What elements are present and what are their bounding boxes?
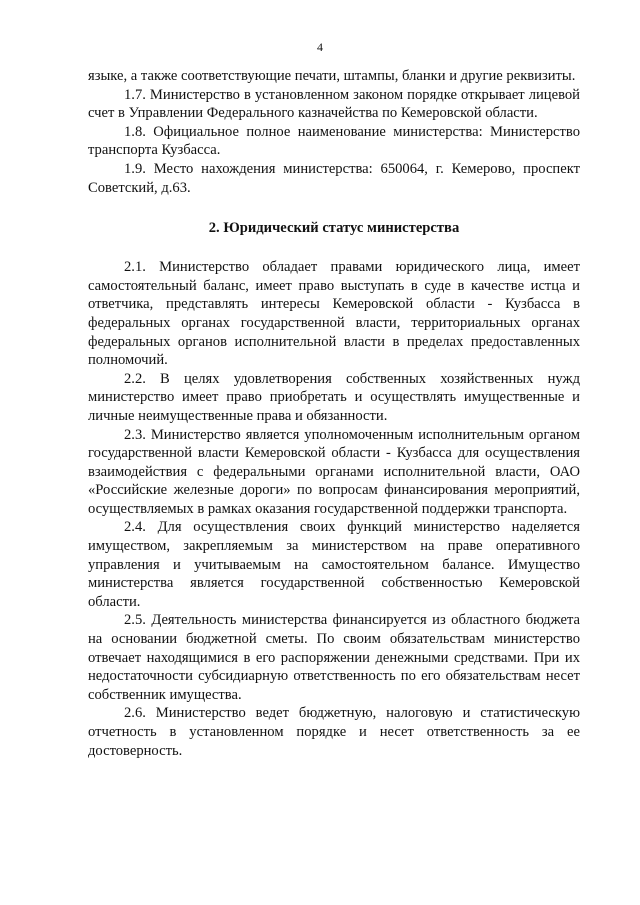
continuation-paragraph: языке, а также соответствующие печати, штампы, бланки и другие реквизиты. bbox=[88, 68, 576, 84]
section-heading: 2. Юридический статус министерства bbox=[208, 220, 460, 237]
paragraph-2-3: 2.3. Министерство является уполномоченным исполнительным органом государственной власти Кемеровской области - Кузбасса для осуществления взаимодействия с федеральными органами исполнительной власти, ОАО «Российские железные дороги» по вопросам финансирования мероприятий, осуществляемых в рамках оказания государственной поддержки транспорта. bbox=[88, 426, 580, 517]
document-body bbox=[88, 67, 580, 760]
paragraph-2-2: 2.2. В целях удовлетворения собственных хозяйственных нужд министерство имеет право приобретать и осуществлять имущественные и личные неимущественные права и обязанности. bbox=[88, 370, 580, 424]
paragraph-1-7: 1.7. Министерство в установленном законом порядке открывает лицевой счет в Управлении Федерального казначейства по Кемеровской области. bbox=[88, 86, 580, 122]
page-number: 4 bbox=[317, 40, 323, 54]
paragraph-2-6: 2.6. Министерство ведет бюджетную, налоговую и статистическую отчетность в установленном порядке и несет ответственность за ее достоверность. bbox=[88, 705, 580, 759]
paragraph-2-1: 2.1. Министерство обладает правами юридического лица, имеет самостоятельный баланс, имеет право выступать в суде в качестве истца и ответчика, представлять интересы Кемеровской области - Кузбасса в федеральных органах государственной власти, территориальных органах федеральных органов исполнительной власти в пределах предоставленных полномочий. bbox=[88, 259, 580, 369]
paragraph-2-5: 2.5. Деятельность министерства финансируется из областного бюджета на основании бюджетной сметы. По своим обязательствам министерство отвечает находящимися в его распоряжении денежными средствами. При их недостаточности субсидиарную ответственность по его обязательствам несет собственник имущества. bbox=[88, 612, 580, 703]
paragraph-1-9: 1.9. Место нахождения министерства: 650064, г. Кемерово, проспект Советский, д.63. bbox=[88, 160, 580, 196]
paragraph-2-4: 2.4. Для осуществления своих функций министерство наделяется имуществом, закрепляемым за министерством на праве оперативного управления и учитываемым на самостоятельном балансе. Имущество министерства является государственной собственностью Кемеровской области. bbox=[88, 519, 580, 610]
paragraph-1-8: 1.8. Официальное полное наименование министерства: Министерство транспорта Кузбасса. bbox=[88, 123, 580, 159]
